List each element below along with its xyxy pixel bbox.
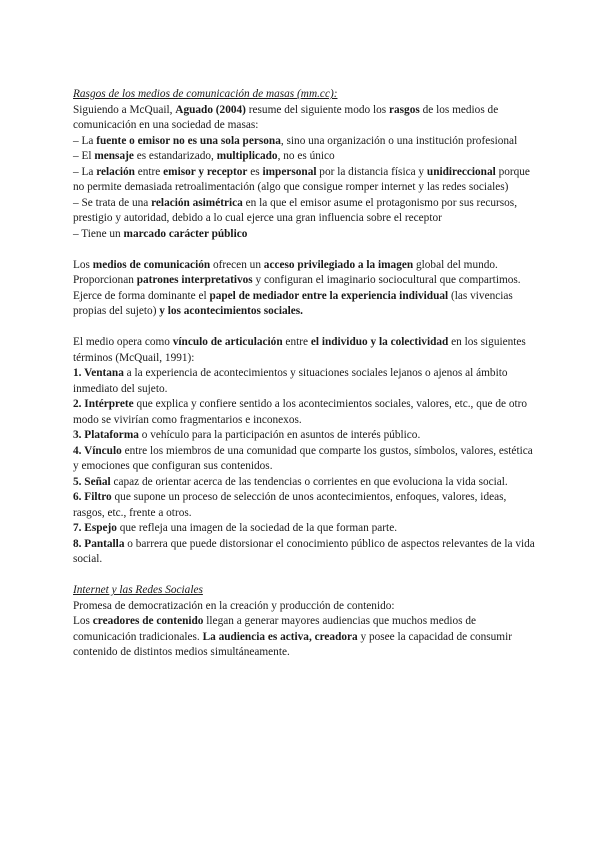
bold-run: Aguado (2004)	[175, 103, 246, 116]
bold-run: acceso privilegiado a la imagen	[263, 258, 414, 271]
document-page	[73, 87, 535, 661]
rasgo-item-4: – Se trata de una relación asimétrica en la que el emisor asume el protagonismo por sus recursos, prestigio y autoridad, debido a lo cual ejerce una gran influencia sobre el receptor	[73, 196, 518, 224]
bold-run: medios de comunicación	[92, 258, 211, 271]
internet-line-1: Promesa de democratización en la creación y producción de contenido:	[73, 599, 395, 612]
bold-run: 8. Pantalla	[73, 537, 125, 550]
bold-run: emisor y receptor	[163, 165, 248, 178]
section-title-rasgos: Rasgos de los medios de comunicación de masas (mm.cc):	[73, 88, 338, 100]
bold-run: La audiencia es activa, creadora	[202, 630, 358, 643]
vinculo-item-6: 6. Filtro que supone un proceso de selección de unos acontecimientos, enfoques, valores, ideas, rasgos, etc., frente a otros.	[73, 491, 507, 519]
bold-run: marcado carácter público	[123, 227, 248, 240]
bold-run: 5. Señal	[73, 475, 111, 488]
bold-run: 1. Ventana	[73, 367, 124, 379]
bold-run: relación asimétrica	[151, 196, 243, 209]
vinculo-intro: El medio opera como vínculo de articulación entre el individuo y la colectividad en los siguientes términos (McQuail, 1991):	[73, 336, 526, 364]
vinculo-item-5: 5. Señal capaz de orientar acerca de las tendencias o corrientes en que evoluciona la vida social.	[73, 475, 508, 488]
bold-run: vínculo de articulación	[172, 336, 283, 348]
bold-run: 6. Filtro	[73, 491, 112, 503]
bold-run: 2. Intérprete	[73, 398, 134, 410]
bold-run: y los acontecimientos sociales.	[159, 305, 303, 317]
rasgos-intro: Siguiendo a McQuail, Aguado (2004) resume del siguiente modo los rasgos de los medios de comunicación en una sociedad de masas:	[73, 103, 499, 131]
rasgo-item-3: – La relación entre emisor y receptor es impersonal por la distancia física y unidireccional porque no permite demasiada retroalimentación (algo que consigue romper internet y las redes sociales)	[73, 165, 530, 193]
rasgos-list	[73, 134, 535, 243]
bold-run: creadores de contenido	[92, 615, 204, 627]
bold-run: patrones interpretativos	[136, 274, 253, 286]
bold-run: relación	[96, 165, 135, 178]
bold-run: 7. Espejo	[73, 522, 117, 534]
vinculo-item-7: 7. Espejo que refleja una imagen de la sociedad de la que forman parte.	[73, 522, 398, 534]
medios-paragraph: Los medios de comunicación ofrecen un acceso privilegiado a la imagen global del mundo. Proporcionan patrones interpretativos y configuran el imaginario sociocultural que compartimos. Ejerce de forma dominante el papel de mediador entre la experiencia individual (las vivencias propias del sujeto) y los acontecimientos sociales.	[73, 258, 521, 317]
bold-run: multiplicado	[216, 150, 278, 162]
bold-run: fuente o emisor no es una sola persona	[96, 134, 281, 147]
bold-run: impersonal	[262, 165, 317, 178]
section-title-internet: Internet y las Redes Sociales	[73, 584, 203, 596]
bold-run: 3. Plataforma	[73, 429, 139, 441]
rasgo-item-5: – Tiene un marcado carácter público	[73, 227, 248, 240]
vinculo-list	[73, 366, 535, 568]
vinculo-item-2: 2. Intérprete que explica y confiere sentido a los acontecimientos sociales, valores, etc., que de otro modo se vivirían como fragmentarios e inconexos.	[73, 398, 528, 426]
vinculo-item-8: 8. Pantalla o barrera que puede distorsionar el conocimiento público de aspectos relevantes de la vida social.	[73, 537, 535, 565]
rasgo-item-1: – La fuente o emisor no es una sola persona, sino una organización o una institución profesional	[73, 134, 518, 147]
vinculo-item-1: 1. Ventana a la experiencia de acontecimientos y situaciones sociales lejanos o ajenos al ámbito inmediato del sujeto.	[73, 367, 508, 395]
bold-run: mensaje	[94, 150, 134, 162]
internet-line-2: Los creadores de contenido llegan a generar mayores audiencias que muchos medios de comunicación tradicionales. La audiencia es activa, creadora y posee la capacidad de consumir contenido de distintos medios simultáneamente.	[73, 615, 513, 658]
bold-run: el individuo y la colectividad	[310, 336, 449, 348]
bold-run: 4. Vínculo	[73, 444, 122, 457]
vinculo-item-4: 4. Vínculo entre los miembros de una comunidad que comparte los gustos, símbolos, valores, estética y emociones que configuran sus contenidos.	[73, 444, 533, 472]
rasgo-item-2: – El mensaje es estandarizado, multiplicado, no es único	[73, 150, 335, 162]
bold-run: unidireccional	[426, 165, 496, 178]
bold-run: papel de mediador entre la experiencia individual	[209, 289, 449, 302]
vinculo-item-3: 3. Plataforma o vehículo para la participación en asuntos de interés público.	[73, 429, 421, 441]
bold-run: rasgos	[389, 103, 420, 116]
